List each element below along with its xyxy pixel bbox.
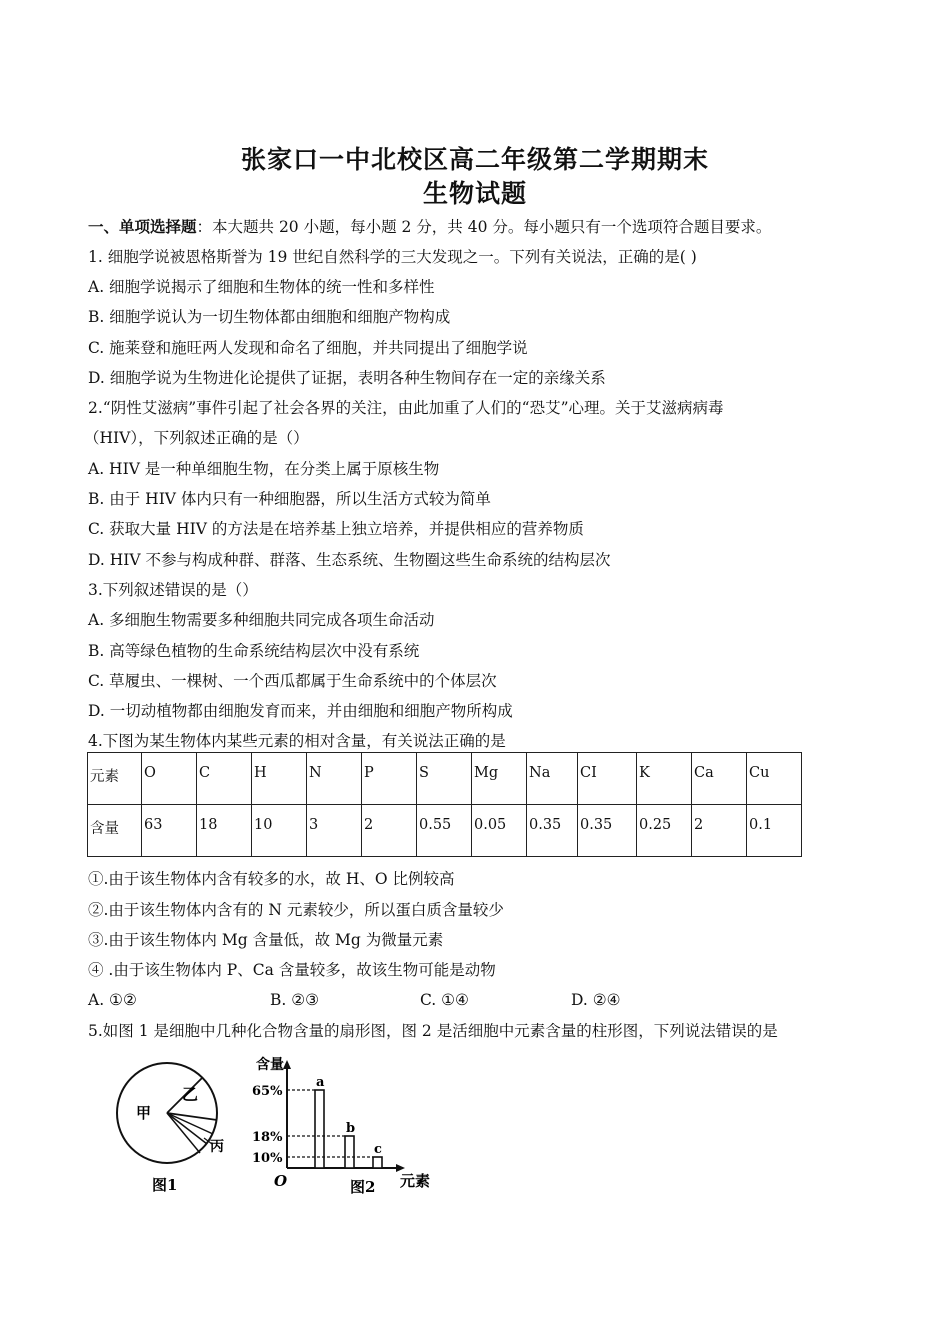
question-3-option-a: A. 多细胞生物需要多种细胞共同完成各项生命活动 — [88, 611, 435, 629]
table-cell: Mg — [472, 753, 527, 805]
table-cell: S — [417, 753, 472, 805]
y-tick-label: 18% — [252, 1130, 283, 1145]
pie-slice-edge — [167, 1113, 200, 1153]
pie-label-jia: 甲 — [136, 1104, 152, 1122]
question-4-stem: 4.下图为某生物体内某些元素的相对含量，有关说法正确的是 — [88, 732, 506, 750]
table-cell: 2 — [692, 805, 747, 857]
table-cell: Cu — [747, 753, 802, 805]
table-cell: P — [362, 753, 417, 805]
question-1-stem: 1. 细胞学说被恩格斯誉为 19 世纪自然科学的三大发现之一。下列有关说法，正确的是( ) — [88, 248, 697, 266]
bar-a — [315, 1090, 324, 1168]
question-4-choice-c: C. ①④ — [420, 991, 469, 1009]
question-2-option-a: A. HIV 是一种单细胞生物，在分类上属于原核生物 — [88, 460, 440, 478]
question-4-statement-2: ②.由于该生物体内含有的 N 元素较少，所以蛋白质含量较少 — [88, 901, 504, 919]
table-cell: 63 — [142, 805, 197, 857]
figure-1-caption: 图1 — [152, 1176, 178, 1194]
y-tick-label: 65% — [252, 1084, 283, 1099]
table-cell: CI — [578, 753, 637, 805]
pie-label-yi: 乙 — [182, 1085, 199, 1104]
section-heading-text: ：本大题共 20 小题，每小题 2 分，共 40 分。每小题只有一个选项符合题目要求。 — [196, 218, 772, 236]
origin-label: O — [274, 1172, 288, 1190]
question-4-choice-d: D. ②④ — [571, 991, 621, 1009]
page-title: 张家口一中北校区高二年级第二学期期末 — [240, 145, 709, 174]
table-cell: 18 — [197, 805, 252, 857]
table-cell: Ca — [692, 753, 747, 805]
table-cell: 含量 — [88, 805, 142, 857]
table-cell: 0.25 — [637, 805, 692, 857]
table-cell: 0.05 — [472, 805, 527, 857]
table-cell: O — [142, 753, 197, 805]
section-heading — [88, 217, 771, 237]
question-4-statement-1: ①.由于该生物体内含有较多的水，故 H、O 比例较高 — [88, 870, 455, 888]
table-cell: 3 — [307, 805, 362, 857]
table-cell: 0.55 — [417, 805, 472, 857]
question-2-stem: 2.“阴性艾滋病”事件引起了社会各界的关注，由此加重了人们的“恐艾”心理。关于艾滋病病毒 — [88, 399, 724, 417]
table-cell: 元素 — [88, 753, 142, 805]
question-3-stem: 3.下列叙述错误的是（） — [88, 581, 258, 599]
figure-2-caption: 图2 — [350, 1178, 376, 1196]
bar-c — [373, 1157, 382, 1168]
table-cell: K — [637, 753, 692, 805]
x-axis-arrow — [396, 1164, 405, 1172]
question-2-option-b: B. 由于 HIV 体内只有一种细胞器，所以生活方式较为简单 — [88, 490, 491, 508]
bar-label: a — [316, 1075, 325, 1090]
element-content-table — [87, 752, 802, 857]
question-4-statement-4: ④ .由于该生物体内 P、Ca 含量较多，故该生物可能是动物 — [88, 961, 496, 979]
y-tick-label: 10% — [252, 1151, 283, 1166]
question-3-option-d: D. 一切动植物都由细胞发育而来，并由细胞和细胞产物所构成 — [88, 702, 513, 720]
question-2-option-d: D. HIV 不参与构成种群、群落、生态系统、生物圈这些生命系统的结构层次 — [88, 551, 611, 569]
table-cell: 10 — [252, 805, 307, 857]
table-cell: 0.1 — [747, 805, 802, 857]
bar-label: c — [374, 1142, 382, 1157]
table-cell: 0.35 — [578, 805, 637, 857]
question-3-option-b: B. 高等绿色植物的生命系统结构层次中没有系统 — [88, 642, 420, 660]
x-axis-label: 元素 — [400, 1172, 431, 1190]
question-3-option-c: C. 草履虫、一棵树、一个西瓜都属于生命系统中的个体层次 — [88, 672, 497, 690]
table-cell: 2 — [362, 805, 417, 857]
page-subtitle: 生物试题 — [422, 179, 527, 208]
question-1-option-b: B. 细胞学说认为一切生物体都由细胞和细胞产物构成 — [88, 308, 451, 326]
table-cell: H — [252, 753, 307, 805]
bar-label: b — [346, 1121, 356, 1136]
bar-b — [345, 1136, 354, 1168]
question-4-choice-b: B. ②③ — [270, 991, 320, 1009]
question-1-option-c: C. 施莱登和施旺两人发现和命名了细胞，并共同提出了细胞学说 — [88, 339, 528, 357]
y-axis-label: 含量 — [256, 1057, 284, 1073]
y-axis-arrow — [283, 1060, 291, 1069]
table-cell: 0.35 — [527, 805, 578, 857]
question-1-option-d: D. 细胞学说为生物进化论提供了证据，表明各种生物间存在一定的亲缘关系 — [88, 369, 606, 387]
table-cell: N — [307, 753, 362, 805]
table-row — [88, 805, 802, 857]
section-heading-label: 一、单项选择题 — [88, 217, 197, 236]
table-cell: C — [197, 753, 252, 805]
pie-label-bing: 丙 — [210, 1139, 224, 1155]
table-row — [88, 753, 802, 805]
question-4-statement-3: ③.由于该生物体内 Mg 含量低，故 Mg 为微量元素 — [88, 931, 444, 949]
question-4-choice-a: A. ①② — [88, 991, 137, 1009]
question-1-option-a: A. 细胞学说揭示了细胞和生物体的统一性和多样性 — [88, 278, 435, 296]
question-5-stem: 5.如图 1 是细胞中几种化合物含量的扇形图，图 2 是活细胞中元素含量的柱形图，下列说法错误的是 — [88, 1022, 778, 1040]
question-2-option-c: C. 获取大量 HIV 的方法是在培养基上独立培养，并提供相应的营养物质 — [88, 520, 584, 538]
question-2-stem-cont: （HIV），下列叙述正确的是（） — [84, 429, 309, 447]
table-cell: Na — [527, 753, 578, 805]
figure-2-bar-chart — [250, 1055, 450, 1205]
figure-1-pie — [100, 1050, 250, 1200]
